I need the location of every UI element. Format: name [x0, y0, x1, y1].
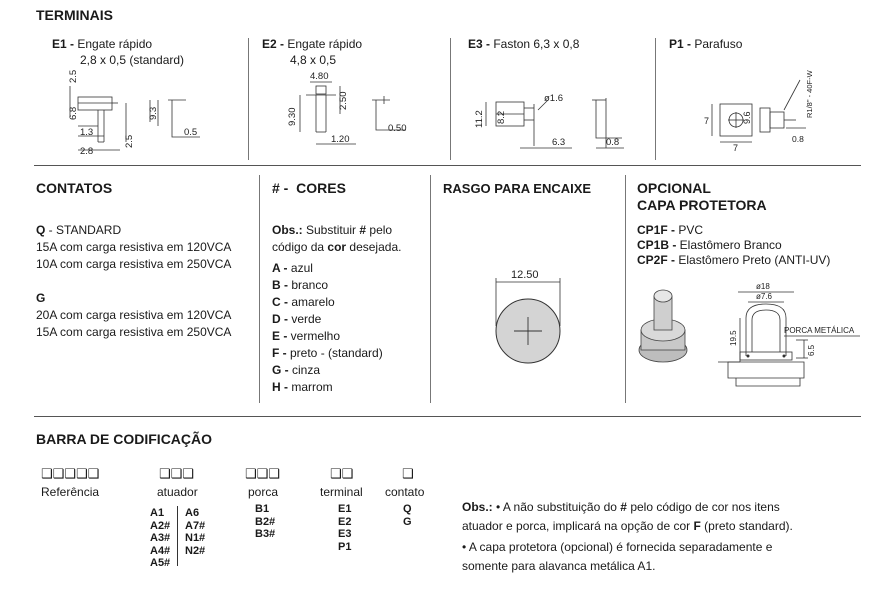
code-item: N2#: [185, 544, 206, 557]
barra-obs-line4: somente para alavanca metálica A1.: [462, 559, 656, 573]
cores-item-name: branco: [288, 278, 329, 292]
contatos-q-line2: 10A com carga resistiva em 250VCA: [36, 257, 232, 271]
barra-obs-text: pelo código de cor nos itens: [626, 500, 780, 514]
opcional-item-name: Elastômero Branco: [676, 238, 782, 252]
cores-obs-hash: #: [359, 223, 367, 237]
divider: [177, 506, 178, 566]
contato-codes: [403, 503, 412, 528]
e2-name: Engate rápido: [284, 37, 363, 51]
cores-item-name: amarelo: [288, 295, 335, 309]
barra-obs-line3: • A capa protetora (opcional) é fornecida separadamente e: [462, 540, 773, 554]
p1-code: P1 -: [669, 37, 692, 51]
cores-obs-label: Obs.:: [272, 223, 303, 237]
e1-dim-b: 6.8: [68, 106, 79, 120]
e2-dim-c: 2.50: [338, 91, 349, 110]
cores-item-code: C -: [272, 295, 288, 309]
terminais-title: TERMINAIS: [36, 7, 113, 23]
e3-dim-d: 6.3: [552, 137, 566, 148]
cores-obs-text2: pelo: [366, 223, 393, 237]
contato-label: contato: [385, 485, 425, 499]
barra-obs-f: F: [693, 519, 701, 533]
e2-dim-a: 4.80: [310, 71, 329, 82]
barra-obs-hash: #: [620, 500, 627, 514]
e3-dim-b: 8.2: [496, 110, 507, 124]
cores-item-name: marrom: [288, 380, 333, 394]
code-item: A4#: [150, 544, 171, 557]
cores-title-text: - CORES: [279, 180, 346, 196]
cores-item-name: cinza: [288, 363, 321, 377]
rasgo-title: RASGO PARA ENCAIXE: [443, 181, 592, 196]
referencia-label: Referência: [41, 485, 100, 499]
e2-dim-e: 0.50: [388, 123, 407, 134]
e2-code: E2 -: [262, 37, 285, 51]
code-item: E2: [338, 515, 352, 528]
e1-spec: 2,8 x 0,5 (standard): [80, 53, 185, 67]
cores-item-name: preto - (standard): [286, 346, 383, 360]
section-divider: [34, 416, 861, 417]
porca-label: porca: [248, 485, 279, 499]
cores-item-code: D -: [272, 312, 288, 326]
cores-item-code: H -: [272, 380, 288, 394]
code-item: P1: [338, 540, 352, 553]
opcional-item-name: PVC: [675, 223, 704, 237]
e3-dim-a: 11.2: [474, 110, 485, 128]
atuador-col2: [185, 507, 205, 557]
cores-obs-text3: código da: [272, 240, 328, 254]
barra-obs-line1: [462, 498, 793, 517]
e3-name: Faston 6,3 x 0,8: [490, 37, 580, 51]
capa-dim-c: 19.5: [729, 330, 738, 346]
barra-obs-label: Obs.:: [462, 500, 493, 514]
p1-dim-e: 0.8: [792, 134, 804, 144]
e1-name: Engate rápido: [74, 37, 153, 51]
e1-dim-e: 2.8: [80, 146, 94, 157]
contatos-q-name: - STANDARD: [45, 223, 122, 237]
barra-obs-line2: [462, 517, 793, 536]
contato-boxes: ❑: [402, 467, 414, 482]
code-item: A7#: [185, 519, 206, 532]
cores-obs-text4: desejada.: [346, 240, 402, 254]
atuador-label: atuador: [157, 485, 198, 499]
code-item: B2#: [255, 515, 276, 528]
code-item: N1#: [185, 532, 206, 544]
cores-item-code: F -: [272, 346, 287, 360]
barra-obs-text: atuador e porca, implicará na opção de cor: [462, 519, 694, 533]
e1-dim-d: 1.3: [80, 127, 94, 138]
porca-boxes: ❑❑❑: [245, 467, 280, 482]
p1-dim-b: 7: [704, 116, 710, 126]
e3-code: E3 -: [468, 37, 491, 51]
cores-item-name: vermelho: [287, 329, 341, 343]
barra-obs-text: (preto standard).: [700, 519, 793, 533]
opcional-item-code: CP1F -: [637, 223, 676, 237]
cores-item-code: E -: [272, 329, 288, 343]
rasgo-dim: 12.50: [511, 269, 539, 281]
e1-dim-a: 2.5: [68, 69, 79, 83]
opcional-title1: OPCIONAL: [637, 180, 711, 196]
opcional-item-code: CP1B -: [637, 238, 677, 252]
atuador-boxes: ❑❑❑: [159, 467, 194, 482]
terminal-codes: [338, 503, 351, 553]
code-item: A2#: [150, 519, 171, 532]
atuador-col1: [150, 507, 170, 570]
code-item: A3#: [150, 532, 171, 544]
e2-spec: 4,8 x 0,5: [290, 53, 337, 67]
p1-dim-d: 7: [733, 143, 739, 153]
contatos-g-line2: 15A com carga resistiva em 250VCA: [36, 325, 232, 339]
opcional-item-code: CP2F -: [637, 253, 676, 267]
cores-item-name: azul: [287, 261, 313, 275]
cores-item-code: G -: [272, 363, 289, 377]
p1-dim-c: 9.6: [742, 111, 752, 124]
e1-code: E1 -: [52, 37, 75, 51]
contatos-g-code: G: [36, 291, 46, 305]
referencia-boxes: ❑❑❑❑❑: [41, 467, 100, 482]
cores-item-code: B -: [272, 278, 288, 292]
p1-name: Parafuso: [691, 37, 743, 51]
opcional-title2: CAPA PROTETORA: [637, 197, 767, 213]
opcional-item-name: Elastômero Preto (ANTI-UV): [675, 253, 831, 267]
e2-dim-d: 1.20: [331, 134, 350, 145]
cores-obs-cor: cor: [327, 240, 347, 254]
code-item: E3: [338, 528, 352, 540]
code-item: B1: [255, 503, 270, 515]
terminal-label: terminal: [320, 485, 363, 499]
code-item: A5#: [150, 557, 171, 569]
capa-dim-d: 6.5: [807, 344, 816, 356]
capa-dim-e: PORCA METÁLICA: [784, 326, 855, 335]
cores-item-code: A -: [272, 261, 288, 275]
barra-title: BARRA DE CODIFICAÇÃO: [36, 431, 213, 447]
barra-obs-text: • A não substituição do: [492, 500, 621, 514]
e1-dim-f: 2.5: [124, 134, 135, 148]
contatos-q-code: Q: [36, 223, 46, 237]
barra-obs: [462, 498, 793, 576]
cores-title-hash: #: [272, 180, 280, 196]
code-item: E1: [338, 503, 352, 515]
code-item: Q: [403, 503, 412, 515]
contatos-q-line1: 15A com carga resistiva em 120VCA: [36, 240, 232, 254]
e3-dim-c: ø1.6: [544, 93, 564, 104]
porca-codes: [255, 503, 275, 541]
terminal-boxes: ❑❑: [330, 467, 354, 482]
contatos-title: CONTATOS: [36, 180, 113, 196]
cores-item-name: verde: [288, 312, 322, 326]
code-item: B3#: [255, 528, 276, 540]
capa-dim-b: ø7.6: [756, 292, 773, 301]
code-item: A6: [185, 507, 200, 519]
code-item: A1: [150, 507, 165, 519]
code-item: G: [403, 515, 412, 528]
p1-dim-a: R1/8" - 40F-W: [805, 70, 814, 118]
e3-dim-e: 0.8: [606, 137, 620, 148]
contatos-g-line1: 20A com carga resistiva em 120VCA: [36, 308, 232, 322]
capa-dim-a: ø18: [756, 282, 770, 291]
cores-obs-text1: Substituir: [302, 223, 360, 237]
e2-dim-b: 9.30: [287, 107, 298, 126]
e1-dim-c: 9.3: [148, 106, 159, 120]
e1-dim-g: 0.5: [184, 127, 198, 138]
